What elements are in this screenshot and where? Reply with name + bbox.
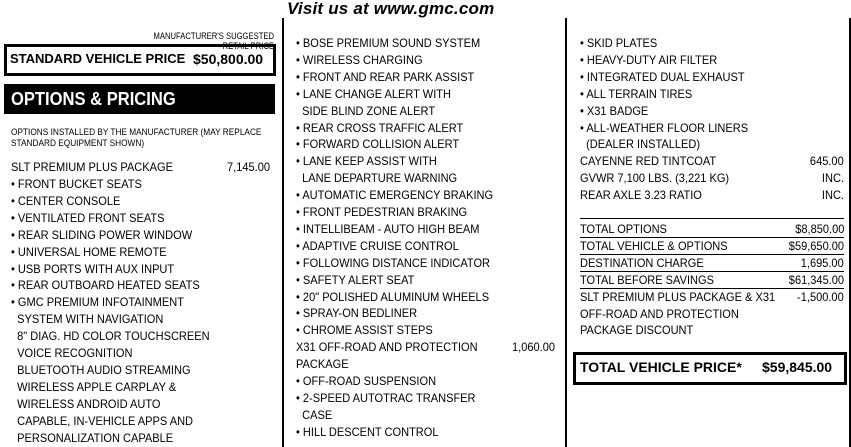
package-name: X31 OFF-ROAD AND PROTECTION [296, 340, 478, 354]
feature-line: (DEALER INSTALLED) [580, 137, 701, 152]
row-underline [580, 271, 844, 272]
feature-line: • HILL DESCENT CONTROL [296, 424, 439, 439]
row-label: SLT PREMIUM PLUS PACKAGE & X31 [580, 289, 776, 304]
msrp-caption: MANUFACTURER'S SUGGESTED RETAIL PRICE [153, 31, 274, 51]
standard-price-value: $50,800.00 [193, 51, 264, 67]
installed-note-line: STANDARD EQUIPMENT SHOWN) [11, 138, 145, 148]
feature-line: • SPRAY-ON BEDLINER [296, 306, 418, 321]
package-name: SLT PREMIUM PLUS PACKAGE [11, 160, 173, 174]
column-divider [565, 18, 567, 447]
feature-line: SYSTEM WITH NAVIGATION [11, 312, 164, 327]
package-price: 1,060.00 [512, 340, 555, 354]
row-label: TOTAL VEHICLE & OPTIONS [580, 238, 728, 253]
feature-line: • OFF-ROAD SUSPENSION [296, 374, 437, 388]
feature-line: • REAR CROSS TRAFFIC ALERT [296, 120, 464, 135]
package-price: 7,145.00 [227, 160, 270, 174]
column-divider [282, 18, 284, 447]
feature-line: • CHROME ASSIST STEPS [296, 323, 433, 338]
row-value: -1,500.00 [797, 289, 844, 304]
row-label: TOTAL OPTIONS [580, 222, 667, 236]
feature-line: • FOLLOWING DISTANCE INDICATOR [296, 255, 491, 270]
feature-line: BLUETOOTH AUDIO STREAMING [11, 362, 191, 377]
row-value: $61,345.00 [788, 272, 844, 287]
row-label: TOTAL BEFORE SAVINGS [580, 272, 714, 287]
row-value: $59,650.00 [788, 238, 844, 253]
feature-line: CAPABLE, IN-VEHICLE APPS AND [11, 413, 194, 428]
feature-line: • FRONT BUCKET SEATS [11, 177, 142, 191]
feature-line: • SAFETY ALERT SEAT [296, 272, 415, 287]
feature-line: • REAR SLIDING POWER WINDOW [11, 227, 193, 242]
row-value: INC. [821, 170, 844, 185]
total-price-value: $59,845.00 [762, 359, 833, 375]
row-label: GVWR 7,100 LBS. (3,221 KG) [580, 170, 730, 185]
feature-line: SIDE BLIND ZONE ALERT [296, 103, 436, 118]
row-underline [580, 288, 844, 289]
feature-line: • X31 BADGE [580, 103, 649, 118]
row-label: OFF-ROAD AND PROTECTION [580, 306, 739, 321]
row-value: $8,850.00 [794, 222, 844, 236]
feature-line: • REAR OUTBOARD HEATED SEATS [11, 278, 200, 293]
feature-line: • INTELLIBEAM - AUTO HIGH BEAM [296, 221, 480, 236]
feature-line: • FRONT PEDESTRIAN BRAKING [296, 205, 468, 219]
feature-line: • AUTOMATIC EMERGENCY BRAKING [296, 188, 494, 203]
feature-line: • VENTILATED FRONT SEATS [11, 210, 165, 225]
row-label: REAR AXLE 3.23 RATIO [580, 187, 702, 202]
package-name-continued: PACKAGE [296, 357, 349, 371]
feature-line: • GMC PREMIUM INFOTAINMENT [11, 295, 184, 310]
feature-line: VOICE RECOGNITION [11, 346, 133, 360]
feature-line: • 2-SPEED AUTOTRAC TRANSFER [296, 390, 476, 405]
feature-line: 8" DIAG. HD COLOR TOUCHSCREEN [11, 329, 210, 344]
row-label: DESTINATION CHARGE [580, 255, 704, 270]
standard-price-label: STANDARD VEHICLE PRICE [10, 51, 186, 66]
feature-line: • BOSE PREMIUM SOUND SYSTEM [296, 36, 481, 50]
feature-line: • ADAPTIVE CRUISE CONTROL [296, 238, 459, 253]
feature-line: • SKID PLATES [580, 36, 658, 50]
feature-line: • ALL-WEATHER FLOOR LINERS [580, 120, 749, 135]
feature-line: • USB PORTS WITH AUX INPUT [11, 261, 175, 276]
feature-line: • FORWARD COLLISION ALERT [296, 137, 460, 152]
row-underline [580, 254, 844, 255]
total-price-label: TOTAL VEHICLE PRICE* [580, 359, 742, 375]
totals-separator [580, 218, 844, 219]
row-value: 1,695.00 [801, 255, 844, 270]
feature-line: CASE [296, 407, 333, 422]
feature-line: • 20" POLISHED ALUMINUM WHEELS [296, 289, 490, 304]
feature-line: PERSONALIZATION CAPABLE [11, 430, 174, 445]
feature-line: • CENTER CONSOLE [11, 193, 121, 208]
website-header: Visit us at www.gmc.com [287, 0, 495, 18]
feature-line: • INTEGRATED DUAL EXHAUST [580, 69, 745, 84]
options-title: OPTIONS & PRICING [11, 89, 176, 109]
feature-line: • WIRELESS CHARGING [296, 52, 423, 67]
feature-line: • LANE CHANGE ALERT WITH [296, 86, 451, 101]
feature-line: LANE DEPARTURE WARNING [296, 171, 458, 186]
feature-line: • ALL TERRAIN TIRES [580, 86, 693, 101]
row-label: CAYENNE RED TINTCOAT [580, 154, 717, 168]
feature-line: • FRONT AND REAR PARK ASSIST [296, 69, 475, 84]
installed-note-line: OPTIONS INSTALLED BY THE MANUFACTURER (MAY REPLACE [11, 127, 262, 137]
row-value: INC. [821, 187, 844, 202]
feature-line: • LANE KEEP ASSIST WITH [296, 154, 437, 169]
feature-line: • HEAVY-DUTY AIR FILTER [580, 52, 718, 67]
row-value: 645.00 [810, 154, 844, 168]
row-label: PACKAGE DISCOUNT [580, 323, 694, 338]
feature-line: • UNIVERSAL HOME REMOTE [11, 244, 167, 259]
feature-line: WIRELESS APPLE CARPLAY & [11, 379, 177, 394]
row-underline [580, 237, 844, 238]
feature-line: WIRELESS ANDROID AUTO [11, 396, 161, 411]
